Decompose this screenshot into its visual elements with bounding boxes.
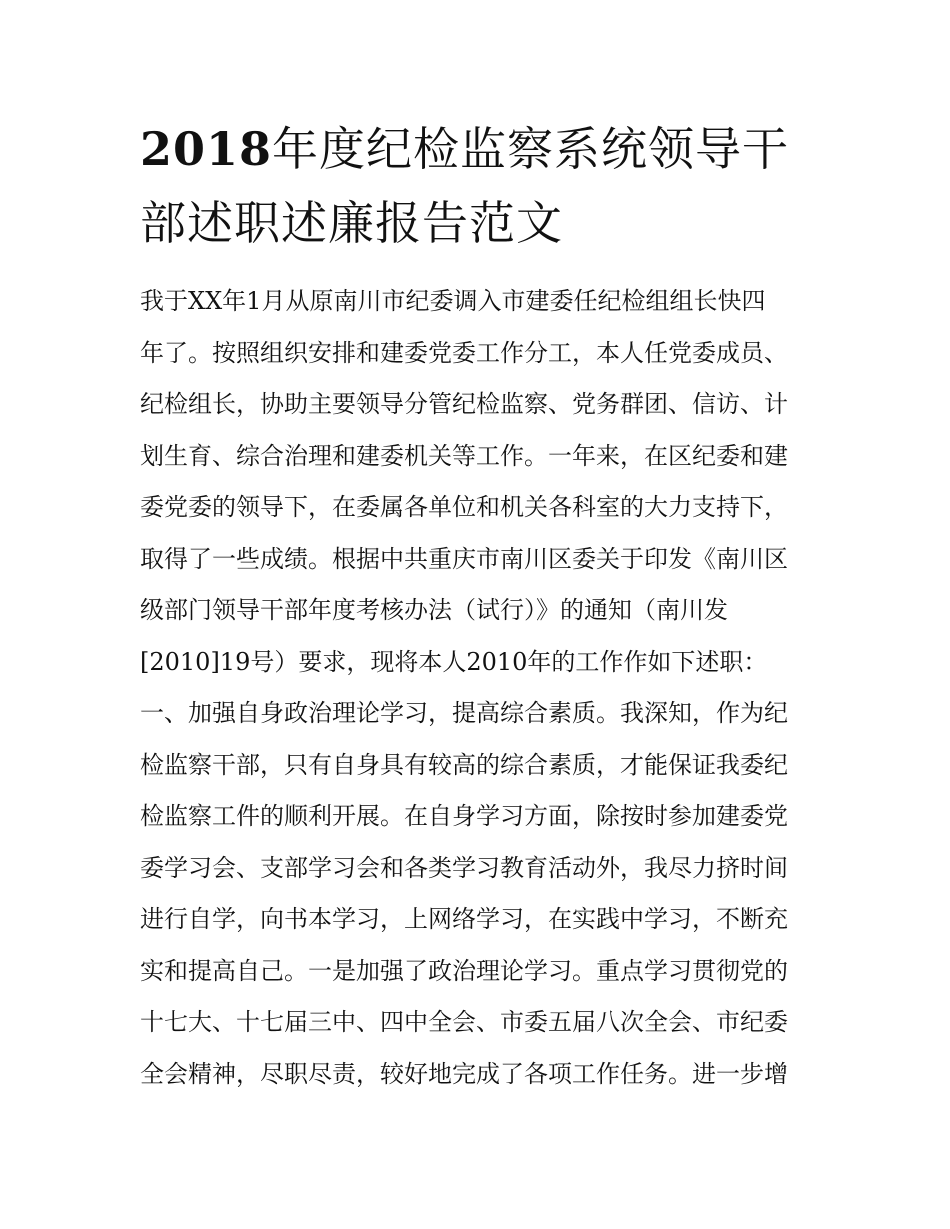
title-text: 年度纪检监察系统领导干 [272, 122, 790, 176]
body-line: 取得了一些成绩。根据中共重庆市南川区委关于印发《南川区 [140, 544, 788, 573]
body-line: 全会精神，尽职尽责，较好地完成了各项工作任务。进一步增 [140, 1059, 788, 1088]
body-line: 检监察工件的顺利开展。在自身学习方面，除按时参加建委党 [140, 802, 788, 830]
body-line: 委党委的领导下，在委属各单位和机关各科室的大力支持下， [140, 493, 788, 521]
body-line: [2010]19号）要求，现将本人2010年的工作作如下述职： [140, 647, 768, 676]
body-line: 委学习会、支部学习会和各类学习教育活动外，我尽力挤时间 [140, 853, 788, 882]
document-body [140, 276, 815, 1100]
body-line: 实和提高自己。一是加强了政治理论学习。重点学习贯彻党的 [140, 956, 788, 985]
body-line: 我于XX年1月从原南川市纪委调入市建委任纪检组组长快四 [140, 287, 766, 315]
body-line: 纪检组长，协助主要领导分管纪检监察、党务群团、信访、计 [140, 390, 788, 418]
body-line: 划生育、综合治理和建委机关等工作。一年来，在区纪委和建 [140, 441, 788, 470]
title-year: 2018 [140, 122, 273, 176]
body-line: 年了。按照组织安排和建委党委工作分工，本人任党委成员、 [140, 338, 788, 367]
body-line: 十七大、十七届三中、四中全会、市委五届八次全会、市纪委 [140, 1008, 788, 1036]
body-line: 一、加强自身政治理论学习，提高综合素质。我深知，作为纪 [140, 699, 788, 727]
document-title [140, 112, 820, 260]
body-line: 检监察干部，只有自身具有较高的综合素质，才能保证我委纪 [140, 750, 788, 779]
body-line: 级部门领导干部年度考核办法（试行）》的通知（南川发 [140, 596, 728, 624]
body-line: 进行自学，向书本学习，上网络学习，在实践中学习，不断充 [140, 905, 788, 933]
title-text-line2: 部述职述廉报告范文 [140, 196, 563, 250]
